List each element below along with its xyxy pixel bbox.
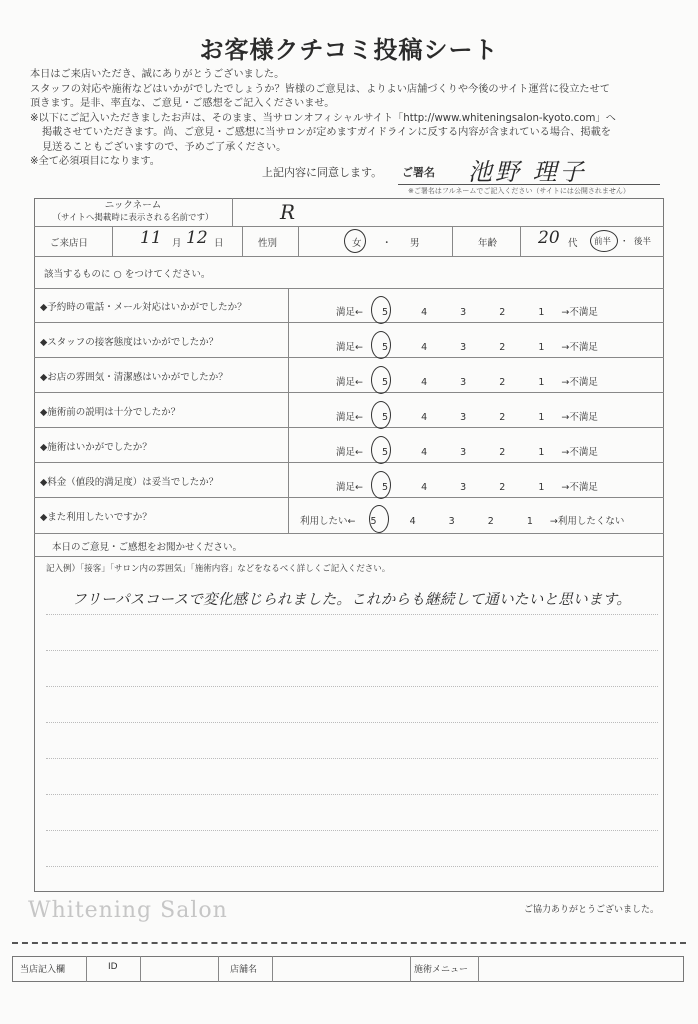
nickname-label-cell — [34, 200, 232, 224]
signature-note: ※ご署名はフルネームでご記入ください（サイトには公開されません） — [408, 187, 630, 195]
divider — [520, 226, 521, 256]
rating-option-3[interactable]: 3 — [448, 516, 455, 527]
selection-circle — [371, 401, 391, 429]
rating-option-5[interactable]: 5 — [382, 377, 389, 388]
revisit-scale — [300, 513, 624, 527]
revisit-left-label: 利用したい← — [300, 516, 356, 527]
signature-field[interactable]: 池野 理子 — [468, 158, 587, 186]
divider — [86, 956, 87, 982]
rating-option-1[interactable]: 1 — [538, 447, 545, 458]
question-staff: ◆スタッフの接客態度はいかがでしたか？ — [40, 337, 219, 348]
divider — [34, 533, 664, 534]
divider — [242, 226, 243, 256]
divider — [34, 322, 664, 323]
age-label: 年齢 — [478, 238, 498, 249]
question-reservation: ◆予約時の電話・メール対応はいかがでしたか？ — [40, 302, 247, 313]
question-price: ◆料金（値段的満足度）は妥当でしたか？ — [40, 477, 219, 488]
id-label: ID — [108, 962, 118, 972]
cut-line — [12, 942, 686, 944]
question-treatment: ◆施術はいかがでしたか？ — [40, 442, 152, 453]
writing-line — [46, 686, 658, 687]
intro-line: スタッフの対応や施術などはいかがでしたでしょうか？皆様のご意見は、よりよい店舗づくりや今後のサイト運営に役立たせて — [30, 83, 610, 95]
rating-option-4[interactable]: 4 — [409, 516, 416, 527]
divider — [288, 288, 289, 533]
rating-option-3[interactable]: 3 — [460, 482, 467, 493]
rating-option-4[interactable]: 4 — [421, 412, 428, 423]
rating-option-1[interactable]: 1 — [538, 412, 545, 423]
visit-month-field[interactable]: 11 — [140, 228, 162, 248]
rating-option-3[interactable]: 3 — [460, 412, 467, 423]
divider — [272, 956, 273, 982]
rating-option-3[interactable]: 3 — [460, 307, 467, 318]
intro-line: ※以下にご記入いただきましたお声は、そのまま、当サロンオフィシャルサイト「http://www.whiteningsalon-kyoto.com」へ — [30, 112, 616, 124]
visit-day-field[interactable]: 12 — [186, 228, 208, 248]
question-atmosphere: ◆お店の雰囲気・清潔感はいかがでしたか？ — [40, 372, 228, 383]
divider — [34, 392, 664, 393]
selection-circle — [371, 366, 391, 394]
scale-left-label: 満足← — [336, 307, 363, 318]
intro-line: 頂きます。是非、率直な、ご意見・ご感想をご記入くださいませ。 — [30, 98, 335, 109]
rating-option-1[interactable]: 1 — [526, 516, 533, 527]
comment-heading: 本日のご意見・ご感想をお聞かせください。 — [52, 542, 243, 553]
store-name-label: 店舗名 — [230, 965, 258, 975]
divider — [34, 357, 664, 358]
selection-circle-early — [590, 230, 618, 252]
rating-option-1[interactable]: 1 — [538, 377, 545, 388]
revisit-right-label: →利用したくない — [549, 516, 625, 527]
question-explanation: ◆施術前の説明は十分でしたか？ — [40, 407, 181, 418]
age-unit: 代 — [568, 238, 578, 249]
rating-option-2[interactable]: 2 — [499, 412, 506, 423]
scale-left-label: 満足← — [336, 482, 363, 493]
divider — [478, 956, 479, 982]
comment-example: 記入例）「接客」「サロン内の雰囲気」「施術内容」などをなるべく詳しくご記入ください。 — [46, 564, 391, 574]
intro-line: 見送ることもございますので、予めご了承ください。 — [42, 141, 287, 153]
divider — [218, 956, 219, 982]
selection-circle-female — [344, 229, 366, 253]
writing-line — [46, 866, 658, 867]
scale-right-label: →不満足 — [561, 447, 598, 458]
selection-circle — [371, 296, 391, 324]
rating-option-2[interactable]: 2 — [499, 447, 506, 458]
intro-line: 掲載させていただきます。尚、ご意見・ご感想に当サロンが定めますガイドラインに反する内容が含まれている場合、掲載を — [42, 127, 611, 138]
scale-right-label: →不満足 — [561, 342, 598, 353]
scale-left-label: 満足← — [336, 377, 363, 388]
rating-option-3[interactable]: 3 — [460, 447, 467, 458]
age-separator: ・ — [620, 237, 629, 247]
rating-option-2[interactable]: 2 — [499, 377, 506, 388]
selection-circle — [371, 471, 391, 499]
question-revisit: ◆また利用したいですか？ — [40, 512, 152, 523]
rating-option-3[interactable]: 3 — [460, 377, 467, 388]
gender-male-option[interactable]: 男 — [410, 238, 420, 249]
rating-option-2[interactable]: 2 — [487, 516, 494, 527]
rating-option-2[interactable]: 2 — [499, 307, 506, 318]
scale-left-label: 満足← — [336, 342, 363, 353]
divider — [34, 462, 664, 463]
age-early-option[interactable]: 前半 — [594, 237, 612, 247]
thanks-text: ご協力ありがとうございました。 — [524, 905, 660, 915]
selection-circle — [371, 331, 391, 359]
rating-option-3[interactable]: 3 — [460, 342, 467, 353]
divider — [34, 288, 664, 289]
rating-option-5[interactable]: 5 — [382, 447, 389, 458]
gender-female-option[interactable]: 女 — [352, 238, 362, 249]
agreement-text: 上記内容に同意します。 — [262, 166, 383, 179]
rating-option-5[interactable]: 5 — [382, 412, 389, 423]
treatment-menu-label: 施術メニュー — [414, 965, 469, 975]
divider — [452, 226, 453, 256]
scale-right-label: →不満足 — [561, 377, 598, 388]
rating-option-2[interactable]: 2 — [499, 342, 506, 353]
writing-line — [46, 794, 658, 795]
scale-left-label: 満足← — [336, 412, 363, 423]
comment-field[interactable]: フリーパスコースで変化感じられました。これからも継続して通いたいと思います。 — [72, 592, 632, 608]
selection-circle — [371, 436, 391, 464]
office-use-label: 当店記入欄 — [20, 965, 66, 975]
rating-option-5[interactable]: 5 — [382, 342, 389, 353]
rating-option-4[interactable]: 4 — [421, 447, 428, 458]
rating-option-4[interactable]: 4 — [421, 482, 428, 493]
scale-left-label: 満足← — [336, 447, 363, 458]
intro-line: ※全て必須項目になります。 — [30, 156, 160, 167]
nickname-field[interactable]: R — [280, 200, 296, 224]
page-title: お客様クチコミ投稿シート — [199, 36, 499, 64]
rating-option-4[interactable]: 4 — [421, 377, 428, 388]
visit-date-label: ご来店日 — [50, 238, 89, 249]
divider — [34, 256, 664, 257]
divider — [298, 226, 299, 256]
rating-option-5[interactable]: 5 — [382, 482, 389, 493]
gender-separator: ・ — [382, 238, 392, 249]
day-unit: 日 — [214, 238, 224, 249]
writing-line — [46, 650, 658, 651]
brand-logo: Whitening Salon — [28, 898, 228, 923]
signature-underline — [398, 184, 660, 185]
gender-label: 性別 — [258, 238, 278, 249]
signature-label: ご署名 — [402, 166, 435, 179]
age-late-option[interactable]: 後半 — [634, 237, 652, 247]
rating-option-5[interactable]: 5 — [370, 516, 377, 527]
writing-line — [46, 758, 658, 759]
instruction-text: 該当するものに ○ をつけてください。 — [44, 269, 211, 280]
writing-line — [46, 722, 658, 723]
rating-option-1[interactable]: 1 — [538, 342, 545, 353]
rating-option-1[interactable]: 1 — [538, 482, 545, 493]
scale-right-label: →不満足 — [561, 482, 598, 493]
selection-circle — [369, 505, 389, 533]
divider — [34, 226, 664, 227]
rating-option-4[interactable]: 4 — [421, 342, 428, 353]
rating-option-1[interactable]: 1 — [538, 307, 545, 318]
nickname-label: ニックネーム — [104, 200, 162, 211]
month-unit: 月 — [172, 238, 182, 249]
divider — [112, 226, 113, 256]
divider — [34, 427, 664, 428]
divider — [140, 956, 141, 982]
rating-option-4[interactable]: 4 — [421, 307, 428, 318]
divider — [34, 556, 664, 557]
rating-option-2[interactable]: 2 — [499, 482, 506, 493]
divider — [232, 198, 233, 226]
divider — [34, 497, 664, 498]
intro-line: 本日はご来店いただき、誠にありがとうございました。 — [30, 69, 285, 80]
nickname-sublabel: （サイトへ掲載時に表示される名前です） — [52, 213, 214, 223]
age-field[interactable]: 20 — [538, 228, 560, 248]
divider — [410, 956, 411, 982]
scale-right-label: →不満足 — [561, 412, 598, 423]
scale-right-label: →不満足 — [561, 307, 598, 318]
writing-line — [46, 614, 658, 615]
writing-line — [46, 830, 658, 831]
rating-option-5[interactable]: 5 — [382, 307, 389, 318]
